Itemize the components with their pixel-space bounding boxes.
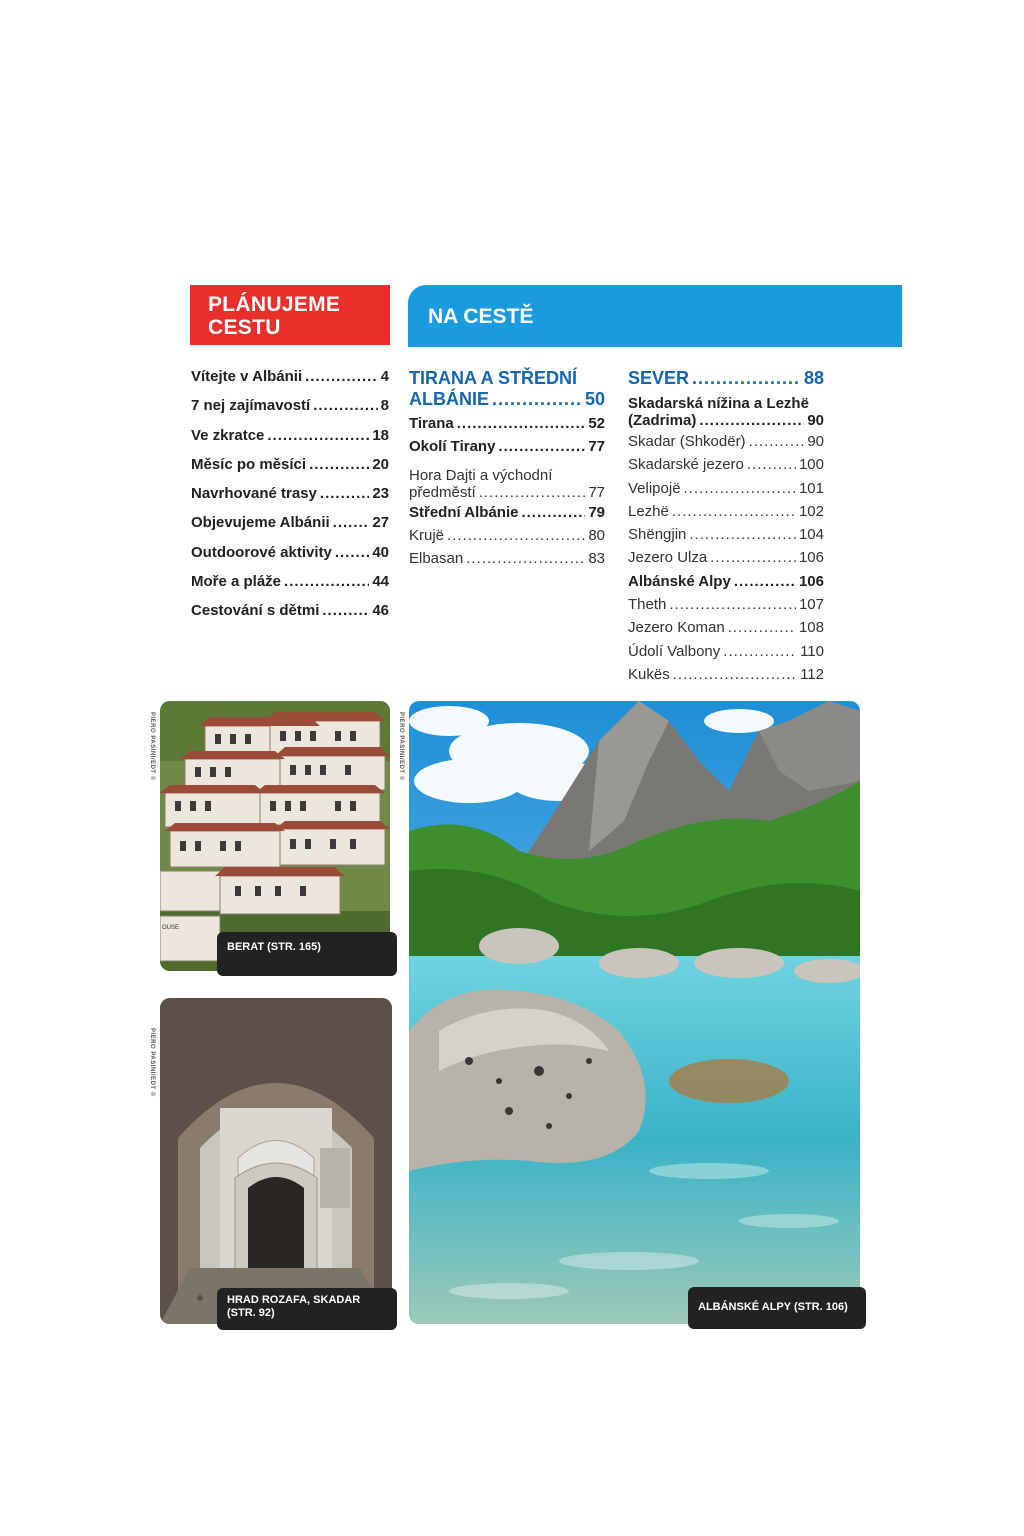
toc-page: 4 <box>380 368 389 385</box>
berat-sign-text: OUSE <box>162 925 180 931</box>
tirana-list <box>409 368 605 573</box>
toc-page: 104 <box>798 526 824 544</box>
toc-row[interactable] <box>628 643 824 666</box>
toc-page: 77 <box>588 483 605 501</box>
toc-page: 90 <box>807 412 824 429</box>
toc-page: 80 <box>588 526 605 544</box>
toc-page: 77 <box>588 438 605 456</box>
toc-label: Střední Albánie <box>409 503 519 521</box>
toc-row-multiline[interactable] <box>628 395 824 433</box>
toc-row[interactable] <box>628 549 824 572</box>
sever-heading-row[interactable] <box>628 368 824 395</box>
photo-credit-berat: PIERO PASINI/EDT © <box>149 712 155 781</box>
toc-label: Krujë <box>409 526 445 544</box>
tirana-heading-line2: ALBÁNIE <box>409 389 489 409</box>
rozafa-illustration <box>160 998 392 1324</box>
toc-row[interactable] <box>628 503 824 526</box>
na-ceste-header <box>408 285 902 347</box>
toc-row[interactable] <box>628 619 824 642</box>
toc-label: Outdoorové aktivity <box>191 543 332 561</box>
toc-page: 107 <box>798 596 824 614</box>
toc-label: Okolí Tirany <box>409 438 496 456</box>
toc-label: Údolí Valbony <box>628 642 721 660</box>
toc-page: 18 <box>372 426 389 444</box>
toc-row[interactable] <box>628 573 824 596</box>
toc-row[interactable] <box>409 438 605 461</box>
toc-label: Jezero Koman <box>628 619 725 637</box>
toc-row[interactable] <box>191 514 389 543</box>
toc-row[interactable] <box>191 427 389 456</box>
photo-credit-alpy: PIERO PASINI/EDT © <box>398 712 404 781</box>
alpy-photo <box>409 701 860 1324</box>
toc-row[interactable] <box>409 550 605 573</box>
planujeme-title-line1: PLÁNUJEME <box>208 293 341 316</box>
toc-page: 8 <box>380 397 389 415</box>
toc-page: 79 <box>588 503 605 521</box>
toc-label: Skadarské jezero <box>628 456 744 474</box>
planujeme-title-line2: CESTU <box>208 316 281 339</box>
sever-heading-page: 88 <box>803 368 824 388</box>
caption-rozafa-line1: HRAD ROZAFA, SKADAR <box>227 1294 361 1306</box>
toc-label: Kukës <box>628 665 670 683</box>
toc-page: 100 <box>798 456 824 474</box>
toc-page: 40 <box>372 543 389 561</box>
caption-alpy <box>688 1287 866 1329</box>
sever-heading: SEVER <box>628 368 690 388</box>
toc-label: Objevujeme Albánii <box>191 514 330 532</box>
toc-label: Elbasan <box>409 550 464 568</box>
rozafa-photo <box>160 998 392 1324</box>
toc-row[interactable] <box>191 573 389 602</box>
toc-page: 106 <box>798 572 824 590</box>
toc-page: 108 <box>798 619 824 637</box>
toc-label: Cestování s dětmi <box>191 602 320 620</box>
toc-page: 110 <box>800 642 824 660</box>
caption-berat-text: BERAT (STR. 165) <box>227 941 321 953</box>
toc-label: Ve zkratce <box>191 426 265 444</box>
berat-photo <box>160 701 390 971</box>
toc-page: 112 <box>800 665 824 683</box>
toc-row[interactable] <box>191 544 389 573</box>
toc-page: 23 <box>372 485 389 503</box>
toc-label: Měsíc po měsíci <box>191 455 307 473</box>
planujeme-list <box>191 368 389 632</box>
toc-label: Velipojë <box>628 479 681 497</box>
toc-label: Tirana <box>409 415 454 432</box>
berat-illustration <box>160 701 390 971</box>
toc-row[interactable] <box>409 415 605 438</box>
toc-page: 102 <box>798 502 824 520</box>
toc-page: 52 <box>588 415 605 432</box>
toc-row[interactable] <box>628 480 824 503</box>
tirana-heading-row[interactable] <box>409 389 605 415</box>
toc-label: Albánské Alpy <box>628 572 731 590</box>
toc-label: Moře a pláže <box>191 573 282 591</box>
toc-label-cont: předměstí <box>409 483 476 501</box>
toc-label: 7 nej zajímavostí <box>191 397 311 415</box>
toc-label-cont: (Zadrima) <box>628 412 697 429</box>
toc-row[interactable] <box>628 596 824 619</box>
toc-page: 27 <box>372 514 389 532</box>
toc-label: Theth <box>628 596 667 614</box>
toc-row[interactable] <box>628 526 824 549</box>
toc-page: 46 <box>372 602 389 620</box>
toc-row[interactable] <box>191 456 389 485</box>
toc-label: Skadarská nížina a Lezhë <box>628 395 809 412</box>
toc-page: 44 <box>372 573 389 591</box>
toc-row-multiline[interactable] <box>409 467 605 504</box>
caption-alpy-text: ALBÁNSKÉ ALPY (STR. 106) <box>698 1301 848 1313</box>
toc-page: 101 <box>798 479 824 497</box>
sever-list <box>628 368 824 689</box>
caption-rozafa <box>217 1288 397 1330</box>
tirana-heading-page: 50 <box>584 389 605 409</box>
toc-row[interactable] <box>191 602 389 631</box>
toc-row[interactable] <box>191 485 389 514</box>
toc-row[interactable] <box>409 504 605 527</box>
na-ceste-title: NA CESTĚ <box>428 305 534 328</box>
toc-row[interactable] <box>409 527 605 550</box>
toc-label: Lezhë <box>628 502 669 520</box>
toc-label: Shëngjin <box>628 526 687 544</box>
toc-row[interactable] <box>191 368 389 397</box>
toc-row[interactable] <box>628 456 824 479</box>
toc-row[interactable] <box>628 666 824 689</box>
toc-page: 90 <box>807 433 824 450</box>
planujeme-header <box>190 285 390 345</box>
caption-berat <box>217 932 397 976</box>
toc-label: Skadar (Shkodër) <box>628 433 746 450</box>
toc-label: Hora Dajti a východní <box>409 466 553 484</box>
photo-credit-rozafa: PIERO PASINI/EDT © <box>149 1028 155 1097</box>
alpy-illustration <box>409 701 860 1324</box>
toc-page: 20 <box>372 455 389 473</box>
toc-label: Vítejte v Albánii <box>191 368 303 385</box>
toc-label: Navrhované trasy <box>191 485 317 503</box>
tirana-heading-line1[interactable]: TIRANA A STŘEDNÍ <box>409 368 577 388</box>
toc-page: 106 <box>798 549 824 567</box>
toc-label: Jezero Ulza <box>628 549 708 567</box>
toc-row[interactable] <box>628 433 824 456</box>
caption-rozafa-line2: (STR. 92) <box>227 1307 275 1319</box>
toc-page: 83 <box>588 550 605 568</box>
toc-row[interactable] <box>191 397 389 426</box>
